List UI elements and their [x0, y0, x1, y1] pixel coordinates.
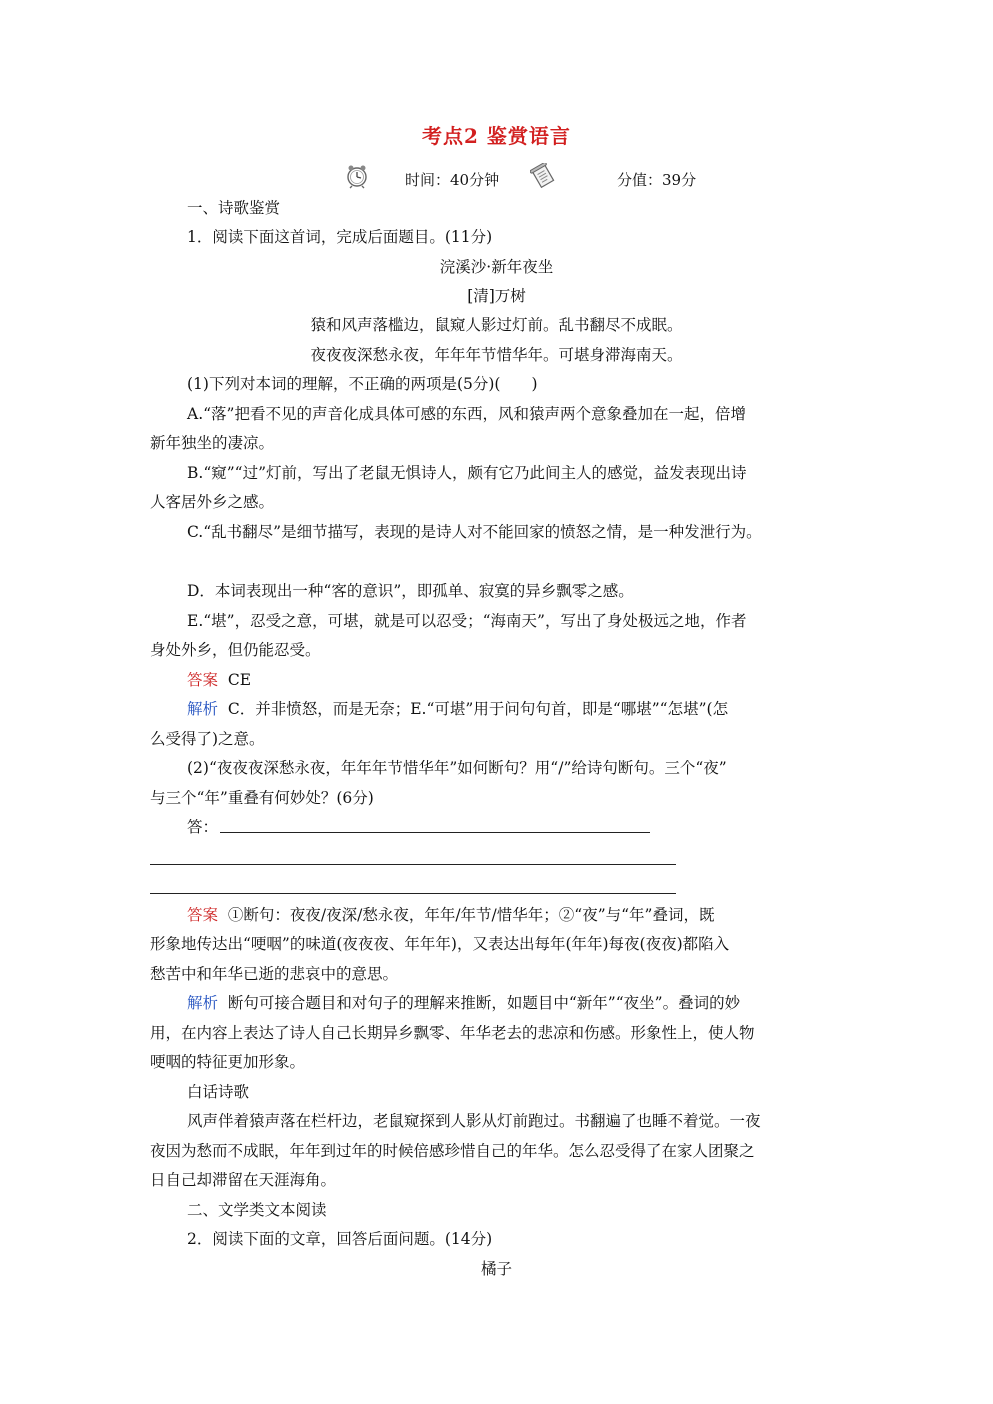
page-title: 考点2 鉴赏语言 — [422, 124, 571, 148]
option-b-line1: B.“窥”“过”灯前，写出了老鼠无惧诗人，颇有它乃此间主人的感觉，益发表现出诗 — [187, 464, 747, 482]
q1-prompt: 1．阅读下面这首词，完成后面题目。(11分) — [187, 228, 493, 246]
analysis-1-line1 — [187, 699, 728, 719]
option-a-line2: 新年独坐的凄凉。 — [150, 434, 275, 452]
article-title: 橘子 — [480, 1260, 512, 1278]
vernacular-heading: 白话诗歌 — [187, 1083, 250, 1101]
analysis-1-text: C．并非愤怒，而是无奈；E.“可堪”用于问句句首，即是“哪堪”“怎堪”(怎 — [227, 700, 729, 718]
analysis-2-line1 — [187, 993, 740, 1013]
answer-2-text: ①断句：夜夜/夜深/愁永夜，年年/年节/惜华年；②“夜”与“年”叠词，既 — [227, 906, 715, 924]
option-a-line1: A.“落”把看不见的声音化成具体可感的东西，风和猿声两个意象叠加在一起，倍增 — [187, 405, 746, 423]
poem-line-2: 夜夜夜深愁永夜，年年年节惜华年。可堪身滞海南天。 — [310, 346, 683, 364]
answer-prompt: 答： — [187, 818, 219, 836]
option-b-line2: 人客居外乡之感。 — [150, 493, 275, 511]
scroll-icon — [530, 163, 556, 189]
time-label: 时间：40分钟 — [405, 171, 500, 189]
answer-2-line1 — [187, 905, 714, 925]
section1-heading: 一、诗歌鉴赏 — [187, 199, 281, 217]
vernacular-line1: 风声伴着猿声落在栏杆边，老鼠窥探到人影从灯前跑过。书翻遍了也睡不着觉。一夜 — [187, 1112, 761, 1130]
option-e-line1: E.“堪”，忍受之意，可堪，就是可以忍受；“海南天”，写出了身处极远之地，作者 — [187, 612, 747, 630]
q1-sub2-line2: 与三个“年”重叠有何妙处？(6分) — [150, 789, 374, 807]
vernacular-line3: 日自己却滞留在天涯海角。 — [150, 1171, 337, 1189]
analysis-label: 解析 — [187, 994, 219, 1012]
analysis-2-line2: 用，在内容上表达了诗人自己长期异乡飘零、年华老去的悲凉和伤感。形象性上，使人物 — [150, 1024, 755, 1042]
vernacular-line2: 夜因为愁而不成眠，年年到过年的时候倍感珍惜自己的年华。怎么忍受得了在家人团聚之 — [150, 1142, 755, 1160]
option-c-line1: C.“乱书翻尽”是细节描写，表现的是诗人对不能回家的愤怒之情，是一种发泄行为。 — [187, 523, 762, 541]
option-e-line2: 身处外乡，但仍能忍受。 — [150, 641, 321, 659]
section2-heading: 二、文学类文本阅读 — [187, 1201, 327, 1219]
answer-blank-2[interactable] — [150, 864, 676, 865]
poem-author: [清]万树 — [467, 287, 526, 305]
answer-label: 答案 — [187, 906, 219, 924]
analysis-2-line3: 哽咽的特征更加形象。 — [150, 1053, 306, 1071]
analysis-2-text: 断句可接合题目和对句子的理解来推断，如题目中“新年”“夜坐”。叠词的妙 — [227, 994, 741, 1012]
answer-1 — [187, 670, 251, 690]
answer-blank-1[interactable] — [220, 832, 650, 833]
answer-label: 答案 — [187, 671, 219, 689]
q1-sub2-line1: (2)“夜夜夜深愁永夜，年年年节惜华年”如何断句？用“/”给诗句断句。三个“夜” — [187, 759, 727, 777]
poem-line-1: 猿和风声落槛边，鼠窥人影过灯前。乱书翻尽不成眠。 — [310, 316, 683, 334]
poem-title: 浣溪沙·新年夜坐 — [439, 258, 554, 276]
q1-sub1: (1)下列对本词的理解，不正确的两项是(5分)( ) — [187, 375, 538, 393]
analysis-label: 解析 — [187, 700, 219, 718]
answer-blank-3[interactable] — [150, 893, 676, 894]
answer-1-text: CE — [227, 671, 252, 689]
q2-prompt: 2．阅读下面的文章，回答后面问题。(14分) — [187, 1230, 493, 1248]
answer-2-line2: 形象地传达出“哽咽”的味道(夜夜夜、年年年)，又表达出每年(年年)每夜(夜夜)都陷入 — [150, 935, 730, 953]
answer-2-line3: 愁苦中和年华已逝的悲哀中的意思。 — [150, 965, 399, 983]
analysis-1-line2: 么受得了)之意。 — [150, 730, 265, 748]
score-label: 分值：39分 — [617, 171, 697, 189]
option-d: D．本词表现出一种“客的意识”，即孤单、寂寞的异乡飘零之感。 — [187, 582, 634, 600]
clock-icon — [345, 163, 369, 189]
